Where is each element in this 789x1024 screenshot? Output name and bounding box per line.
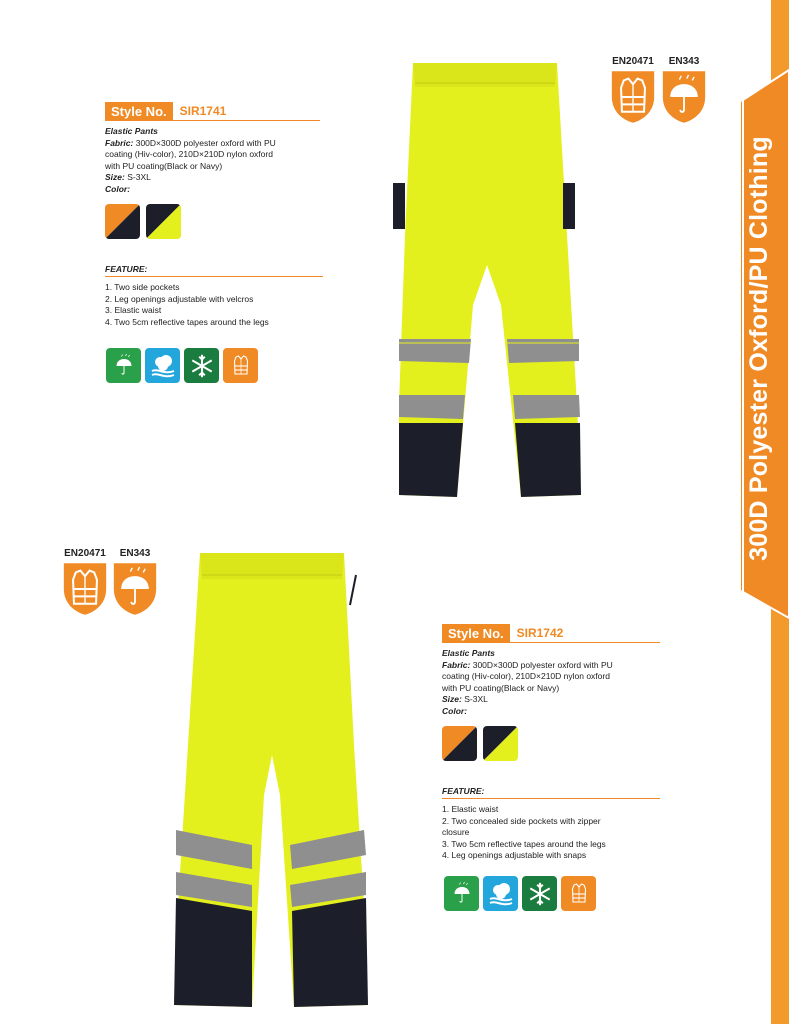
feature-item: 3. Two 5cm reflective tapes around the legs	[442, 838, 606, 849]
product-1-features	[105, 264, 323, 328]
size-label: Size:	[442, 694, 462, 704]
feature-item: 2. Leg openings adjustable with velcros	[105, 293, 254, 304]
side-title: 300D Polyester Oxford/PU Clothing	[744, 135, 773, 561]
cert-en343: EN343	[661, 55, 707, 130]
product-1-care-icons	[106, 348, 258, 383]
wind-icon	[483, 876, 518, 911]
color-swatches	[105, 204, 320, 239]
feature-item: closure	[442, 827, 470, 837]
snowflake-icon	[184, 348, 219, 383]
size-label: Size:	[105, 172, 125, 182]
product-title: Elastic Pants	[105, 126, 158, 136]
feature-list	[442, 804, 660, 862]
style-code: SIR1741	[179, 104, 227, 118]
rain-umbrella-icon	[661, 69, 707, 125]
snowflake-icon	[522, 876, 557, 911]
fabric-line: coating (Hiv-color), 210D×210D nylon oxford	[442, 671, 610, 681]
style-header	[442, 624, 660, 643]
product-1-pants-image	[385, 55, 590, 505]
umbrella-icon	[106, 348, 141, 383]
product-title: Elastic Pants	[442, 648, 495, 658]
side-tab	[729, 0, 789, 1024]
product-1-style	[105, 102, 320, 239]
size-value: S-3XL	[464, 694, 488, 704]
feature-heading: FEATURE:	[442, 786, 660, 799]
color-label: Color:	[105, 183, 131, 194]
feature-item: 3. Elastic waist	[105, 305, 162, 315]
style-label: Style No.	[105, 102, 173, 120]
style-label: Style No.	[442, 624, 510, 642]
product-description	[442, 648, 660, 717]
feature-heading: FEATURE:	[105, 264, 323, 277]
swatch-orange-black	[105, 204, 140, 239]
color-swatches	[442, 726, 660, 761]
product-2-features	[442, 786, 660, 862]
fabric-line: 300D×300D polyester oxford with PU	[135, 137, 276, 148]
feature-item: 2. Two concealed side pockets with zipper	[442, 815, 601, 826]
product-2-style	[442, 624, 660, 761]
product-description	[105, 126, 320, 195]
fabric-line: with PU coating(Black or Navy)	[442, 682, 560, 693]
swatch-yellow-black	[483, 726, 518, 761]
cert-en343: EN343	[112, 547, 158, 622]
feature-item: 4. Two 5cm reflective tapes around the legs	[105, 316, 269, 327]
swatch-yellow-black	[146, 204, 181, 239]
fabric-line: with PU coating(Black or Navy)	[105, 160, 223, 171]
cert-en20471: EN20471	[62, 547, 108, 622]
style-code: SIR1742	[516, 626, 564, 640]
hiviz-vest-icon	[62, 561, 108, 617]
feature-list	[105, 282, 323, 328]
hiviz-vest-icon	[610, 69, 656, 125]
fabric-line: coating (Hiv-color), 210D×210D nylon oxford	[105, 149, 273, 159]
size-value: S-3XL	[127, 172, 151, 182]
feature-item: 1. Two side pockets	[105, 282, 180, 292]
wind-icon	[145, 348, 180, 383]
fabric-line: 300D×300D polyester oxford with PU	[472, 659, 613, 670]
swatch-orange-black	[442, 726, 477, 761]
feature-item: 1. Elastic waist	[442, 804, 499, 814]
product-2-care-icons	[444, 876, 596, 911]
umbrella-icon	[444, 876, 479, 911]
vest-icon	[223, 348, 258, 383]
style-header	[105, 102, 320, 121]
feature-item: 4. Leg openings adjustable with snaps	[442, 850, 587, 860]
fabric-label: Fabric:	[442, 659, 471, 670]
color-label: Color:	[442, 705, 468, 716]
product-2-pants-image	[168, 545, 378, 1015]
cert-en20471: EN20471	[610, 55, 656, 130]
vest-icon	[561, 876, 596, 911]
rain-umbrella-icon	[112, 561, 158, 617]
fabric-label: Fabric:	[105, 137, 134, 148]
